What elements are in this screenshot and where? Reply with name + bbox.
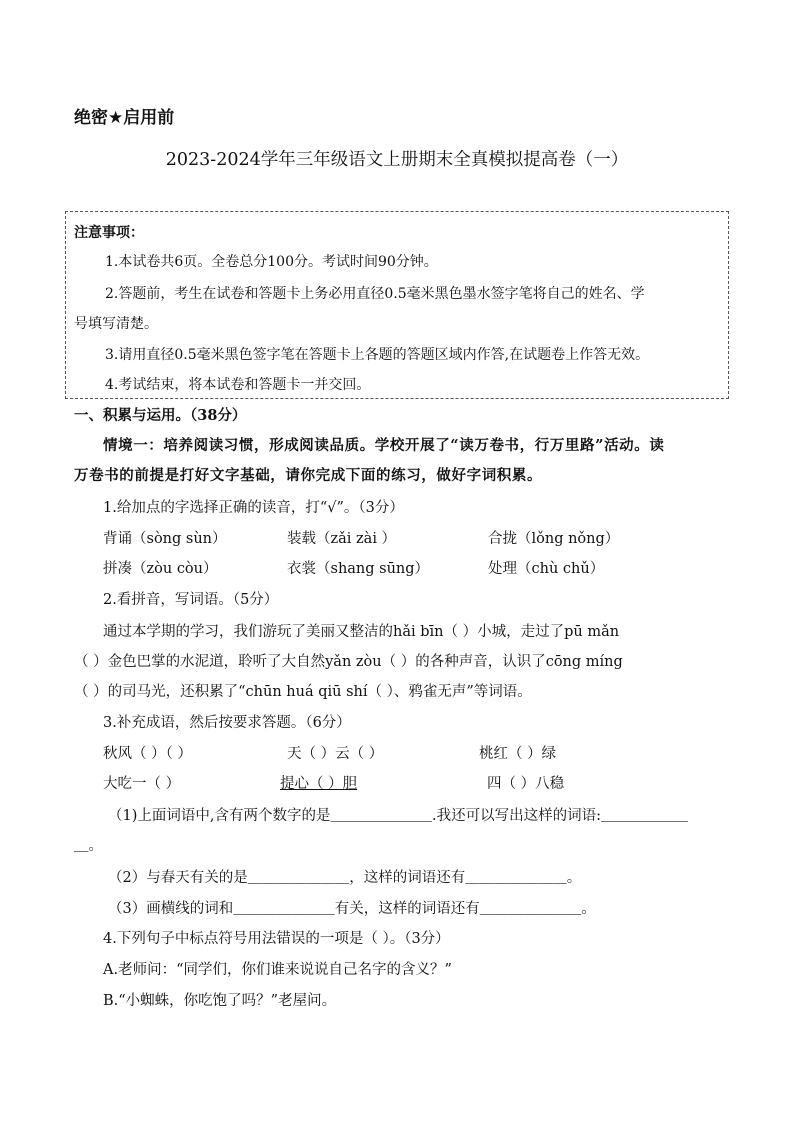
notice-box [65, 211, 729, 399]
question-1-stem: 1.给加点的字选择正确的读音，打“√”。（3分） [103, 500, 404, 516]
q4-option-b: B.“小蜘蛛，你吃饱了吗？”老屋问。 [103, 993, 337, 1009]
context-text: 情境一：培养阅读习惯，形成阅读品质。学校开展了“读万卷书，行万里路”活动。读 [103, 437, 665, 454]
q2-text: （ ）的司马光，还积累了“chūn huá qiū shí（ ）、鸦雀无声”等词语。 [74, 684, 532, 700]
page-title: 2023-2024学年三年级语文上册期末全真模拟提高卷（一） [165, 150, 629, 170]
idiom-blank: 大吃一（ ） [103, 776, 181, 792]
notice-item: 2.答题前，考生在试卷和答题卡上务必用直径0.5毫米黑色墨水签字笔将自己的姓名、学 [105, 286, 645, 302]
idiom-blank: 四（ ）八稳 [487, 776, 565, 792]
q3-sub-question: （3）画横线的词和＿＿＿＿＿＿＿有关，这样的词语还有＿＿＿＿＿＿＿。 [108, 901, 596, 917]
idiom-blank: 桃红（ ）绿 [479, 746, 557, 762]
q2-text: （ ）金色巴掌的水泥道，聆听了大自然yǎn zòu（ ）的各种声音，认识了cōng míng [74, 654, 623, 670]
section-heading: 一、积累与运用。（38分） [74, 407, 247, 424]
q1-option: 拼凑（zòu còu） [103, 561, 218, 577]
q1-option: 处理（chù chǔ） [488, 561, 605, 577]
q1-option: 装载（zǎi zài ） [287, 531, 397, 547]
notice-item: 号填写清楚。 [74, 316, 158, 332]
notice-item: 4.考试结束，将本试卷和答题卡一并交回。 [105, 377, 371, 393]
question-4-stem: 4.下列句子中标点符号用法错误的一项是（ ）。（3分） [103, 931, 450, 947]
q3-sub-question: （2）与春天有关的是＿＿＿＿＿＿＿，这样的词语还有＿＿＿＿＿＿＿。 [108, 870, 582, 886]
q3-sub-question: ＿。 [74, 838, 103, 854]
question-2-stem: 2.看拼音，写词语。（5分） [103, 592, 279, 608]
idiom-blank-underlined: 提心（ ）胆 [280, 776, 358, 792]
idiom-blank: 天（ ）云（ ） [287, 746, 384, 762]
notice-item: 1.本试卷共6页。全卷总分100分。考试时间90分钟。 [105, 254, 438, 270]
question-3-stem: 3.补充成语，然后按要求答题。（6分） [103, 715, 351, 731]
notice-heading: 注意事项： [74, 225, 144, 241]
q3-sub-question: （1)上面词语中,含有两个数字的是＿＿＿＿＿＿＿.我还可以写出这样的词语:＿＿＿＿＿＿ [108, 808, 688, 824]
notice-item: 3.请用直径0.5毫米黑色签字笔在答题卡上各题的答题区域内作答,在试题卷上作答无效。 [105, 347, 650, 363]
q1-option: 衣裳（shang sūng） [287, 561, 430, 577]
q1-option: 背诵（sòng sùn） [103, 531, 227, 547]
q4-option-a: A.老师问：“同学们，你们谁来说说自己名字的含义？” [103, 962, 452, 978]
q2-text: 通过本学期的学习，我们游玩了美丽又整洁的hǎi bīn（ ）小城，走过了pū mǎn [103, 624, 620, 640]
idiom-blank: 秋风（ ）（ ） [103, 746, 192, 762]
context-text: 万卷书的前提是打好文字基础，请你完成下面的练习，做好字词积累。 [74, 467, 543, 484]
confidential-label: 绝密★启用前 [74, 108, 175, 128]
q1-option: 合拢（lǒng nǒng） [488, 531, 620, 547]
